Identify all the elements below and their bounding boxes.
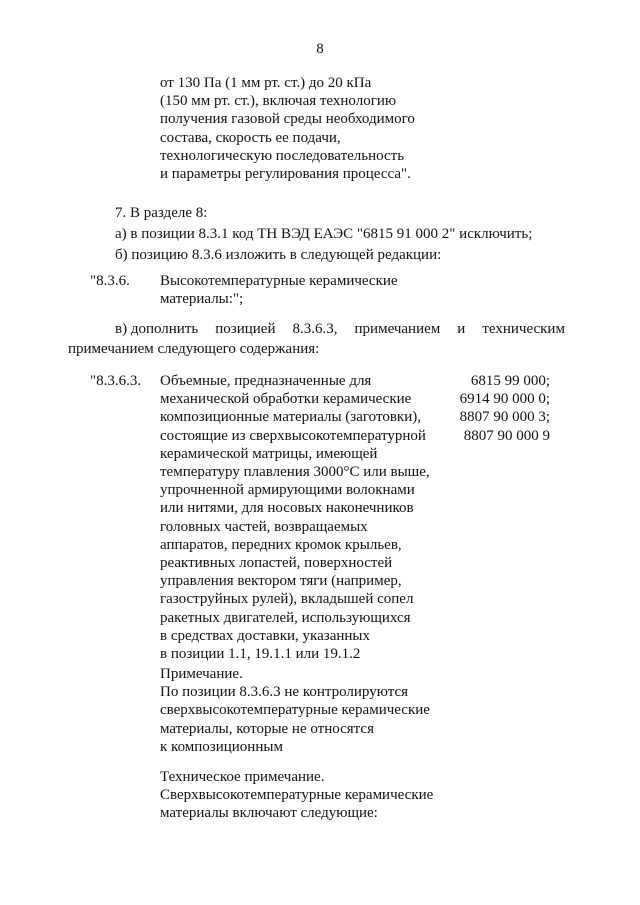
text-line: в средствах доставки, указанных xyxy=(160,627,370,644)
word: позицией xyxy=(215,321,276,337)
text-line: газоструйных рулей), вкладышей сопел xyxy=(160,591,414,608)
position-8-3-6-3-text xyxy=(160,372,430,663)
text-line: состоящие из сверхвысокотемпературной xyxy=(160,427,426,444)
text-line: ракетных двигателей, использующихся xyxy=(160,609,411,626)
technical-note-title: Техническое примечание. xyxy=(160,769,325,785)
text-line: технологическую последовательность xyxy=(160,147,405,164)
word: в) дополнить xyxy=(115,321,199,337)
position-8-3-6-text xyxy=(160,272,398,308)
text-line: головных частей, возвращаемых xyxy=(160,518,368,535)
note-title: Примечание. xyxy=(160,666,243,682)
text-line: материалы включают следующие: xyxy=(160,805,378,822)
text-line: Сверхвысокотемпературные керамические xyxy=(160,787,434,804)
text-line: реактивных лопастей, поверхностей xyxy=(160,555,393,572)
section-heading: 7. В разделе 8: xyxy=(115,205,208,221)
text-line: состава, скорость ее подачи, xyxy=(160,129,341,146)
position-8-3-6-3-code: "8.3.6.3. xyxy=(90,373,142,389)
position-8-3-6-code: "8.3.6. xyxy=(90,273,130,289)
text-line: температуру плавления 3000°С или выше, xyxy=(160,464,430,481)
tn-ved-code: 8807 90 000 9 xyxy=(463,427,550,444)
text-line: материалы, которые не относятся xyxy=(160,720,374,737)
text-line: Высокотемпературные керамические xyxy=(160,273,398,289)
word: техническим xyxy=(482,321,565,337)
text-line: По позиции 8.3.6.3 не контролируются xyxy=(160,684,409,701)
tn-ved-code: 6815 99 000; xyxy=(470,373,550,389)
page-number: 8 xyxy=(316,41,324,57)
text-line: (150 мм рт. ст.), включая технологию xyxy=(160,93,397,110)
text-line: к композиционным xyxy=(160,738,283,755)
text-line: или нитями, для носовых наконечников xyxy=(160,500,414,517)
text-line: керамической матрицы, имеющей xyxy=(160,445,378,462)
item-v-second-line: примечанием следующего содержания: xyxy=(68,341,320,357)
tn-ved-code: 8807 90 000 3; xyxy=(459,409,550,426)
text-line: материалы:"; xyxy=(160,291,244,308)
tn-ved-codes xyxy=(450,372,550,445)
text-line: и параметры регулирования процесса". xyxy=(160,166,411,183)
item-v-first-line xyxy=(115,321,565,338)
intro-text xyxy=(160,74,415,183)
item-a: а) в позиции 8.3.1 код ТН ВЭД ЕАЭС "6815 91 000 2" исключить; xyxy=(115,226,533,242)
word: и xyxy=(457,321,466,337)
word: 8.3.6.3, xyxy=(292,321,338,337)
text-line: от 130 Па (1 мм рт. ст.) до 20 кПа xyxy=(160,75,372,91)
text-line: в позиции 1.1, 19.1.1 или 19.1.2 xyxy=(160,646,361,663)
note xyxy=(160,665,430,756)
text-line: Объемные, предназначенные для xyxy=(160,373,372,389)
item-b: б) позицию 8.3.6 изложить в следующей редакции: xyxy=(115,247,442,263)
text-line: аппаратов, передних кромок крыльев, xyxy=(160,536,402,553)
word: примечанием xyxy=(354,321,441,337)
section-7 xyxy=(115,203,532,266)
text-line: управления вектором тяги (например, xyxy=(160,573,402,590)
text-line: получения газовой среды необходимого xyxy=(160,111,415,128)
text-line: упрочненной армирующими волокнами xyxy=(160,482,415,499)
text-line: механической обработки керамические xyxy=(160,391,412,408)
text-line: композиционные материалы (заготовки), xyxy=(160,409,421,426)
text-line: сверхвысокотемпературные керамические xyxy=(160,702,430,719)
tn-ved-code: 6914 90 000 0; xyxy=(459,391,550,408)
technical-note xyxy=(160,768,433,823)
